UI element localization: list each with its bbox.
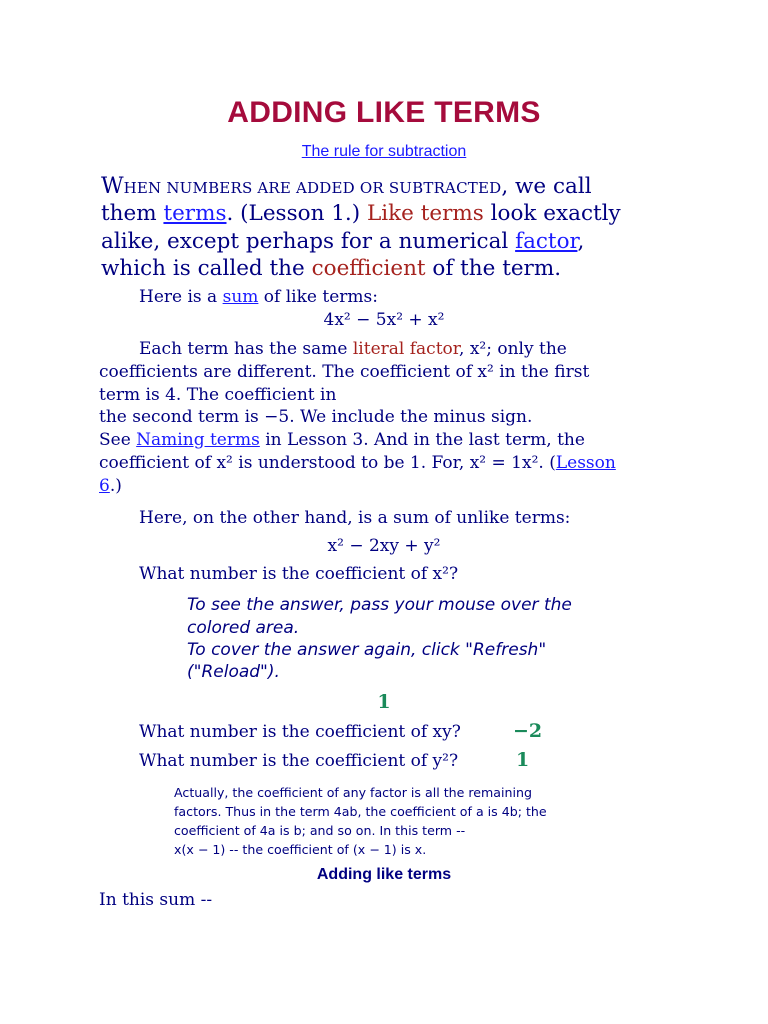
para-line-3: term is 4. The coefficient in bbox=[99, 385, 337, 405]
para-line-4: the second term is −5. We include the minus sign. bbox=[99, 407, 533, 427]
intro-line-1 bbox=[101, 174, 592, 199]
para-line-7 bbox=[99, 476, 122, 496]
note-line-2: factors. Thus in the term 4ab, the coefficient of a is 4b; the bbox=[174, 804, 547, 819]
like-sum-expression: 4x² − 5x² + x² bbox=[323, 310, 445, 330]
intro-line-2 bbox=[101, 201, 621, 226]
body-text: , x²; only the bbox=[459, 339, 567, 359]
note-line-4: x(x − 1) -- the coefficient of (x − 1) is x. bbox=[174, 842, 427, 857]
instructions-line-4: ("Reload"). bbox=[187, 662, 280, 682]
question-1: What number is the coefficient of x²? bbox=[139, 564, 459, 584]
intro-line-4 bbox=[101, 256, 561, 281]
subtraction-rule-link[interactable]: The rule for subtraction bbox=[301, 143, 467, 160]
answer-1[interactable]: 1 bbox=[377, 691, 391, 713]
intro-smallcaps: HEN NUMBERS ARE ADDED OR SUBTRACTED bbox=[123, 179, 502, 197]
instructions-line-3: To cover the answer again, click "Refresh" bbox=[187, 640, 547, 660]
body-text: in Lesson 3. And in the last term, the bbox=[259, 430, 585, 450]
para-line-6 bbox=[99, 453, 616, 473]
body-text: .) bbox=[109, 476, 122, 496]
lesson-6-link[interactable]: Lesson bbox=[555, 453, 616, 473]
intro-line-3 bbox=[101, 229, 584, 254]
section-heading: Adding like terms bbox=[316, 866, 452, 883]
intro-line-1-end: , we call bbox=[501, 174, 592, 199]
intro-text: , bbox=[577, 229, 585, 254]
sum-link[interactable]: sum bbox=[222, 287, 259, 307]
coefficient-highlight: coefficient bbox=[311, 256, 426, 281]
unlike-sum-expression: x² − 2xy + y² bbox=[327, 536, 441, 556]
intro-text: them bbox=[101, 201, 164, 226]
instructions-line-1: To see the answer, pass your mouse over the bbox=[187, 595, 572, 615]
unlike-intro: Here, on the other hand, is a sum of unlike terms: bbox=[139, 508, 571, 528]
para-line-5 bbox=[99, 430, 585, 450]
question-3: What number is the coefficient of y²? bbox=[139, 751, 459, 771]
lesson-6-link-number[interactable]: 6 bbox=[99, 476, 110, 496]
answer-3[interactable]: 1 bbox=[516, 749, 530, 771]
sum-intro bbox=[139, 287, 378, 307]
body-text: of like terms: bbox=[258, 287, 378, 307]
intro-drop-cap: W bbox=[101, 174, 124, 199]
page-title: ADDING LIKE TERMS bbox=[227, 96, 541, 129]
intro-text: . (Lesson 1.) bbox=[226, 201, 367, 226]
like-terms-highlight: Like terms bbox=[367, 201, 484, 226]
answer-2[interactable]: −2 bbox=[513, 720, 543, 742]
para-line-1 bbox=[139, 339, 567, 359]
literal-factor-highlight: literal factor bbox=[352, 339, 460, 359]
instructions-line-2: colored area. bbox=[187, 618, 300, 638]
closing-line: In this sum -- bbox=[99, 890, 213, 910]
terms-link[interactable]: terms bbox=[163, 201, 227, 226]
intro-text: alike, except perhaps for a numerical bbox=[101, 229, 516, 254]
intro-text: look exactly bbox=[483, 201, 621, 226]
naming-terms-link[interactable]: Naming terms bbox=[136, 430, 260, 450]
note-line-1: Actually, the coefficient of any factor is all the remaining bbox=[174, 785, 532, 800]
note-line-3: coefficient of 4a is b; and so on. In this term -- bbox=[174, 823, 466, 838]
body-text: coefficient of x² is understood to be 1. For, x² = 1x². ( bbox=[99, 453, 556, 473]
question-2: What number is the coefficient of xy? bbox=[139, 722, 461, 742]
intro-text: which is called the bbox=[101, 256, 312, 281]
para-line-2: coefficients are different. The coefficient of x² in the first bbox=[99, 362, 590, 382]
intro-text: of the term. bbox=[425, 256, 562, 281]
body-text: Here is a bbox=[139, 287, 223, 307]
factor-link[interactable]: factor bbox=[515, 229, 578, 254]
body-text: See bbox=[99, 430, 137, 450]
body-text: Each term has the same bbox=[139, 339, 353, 359]
